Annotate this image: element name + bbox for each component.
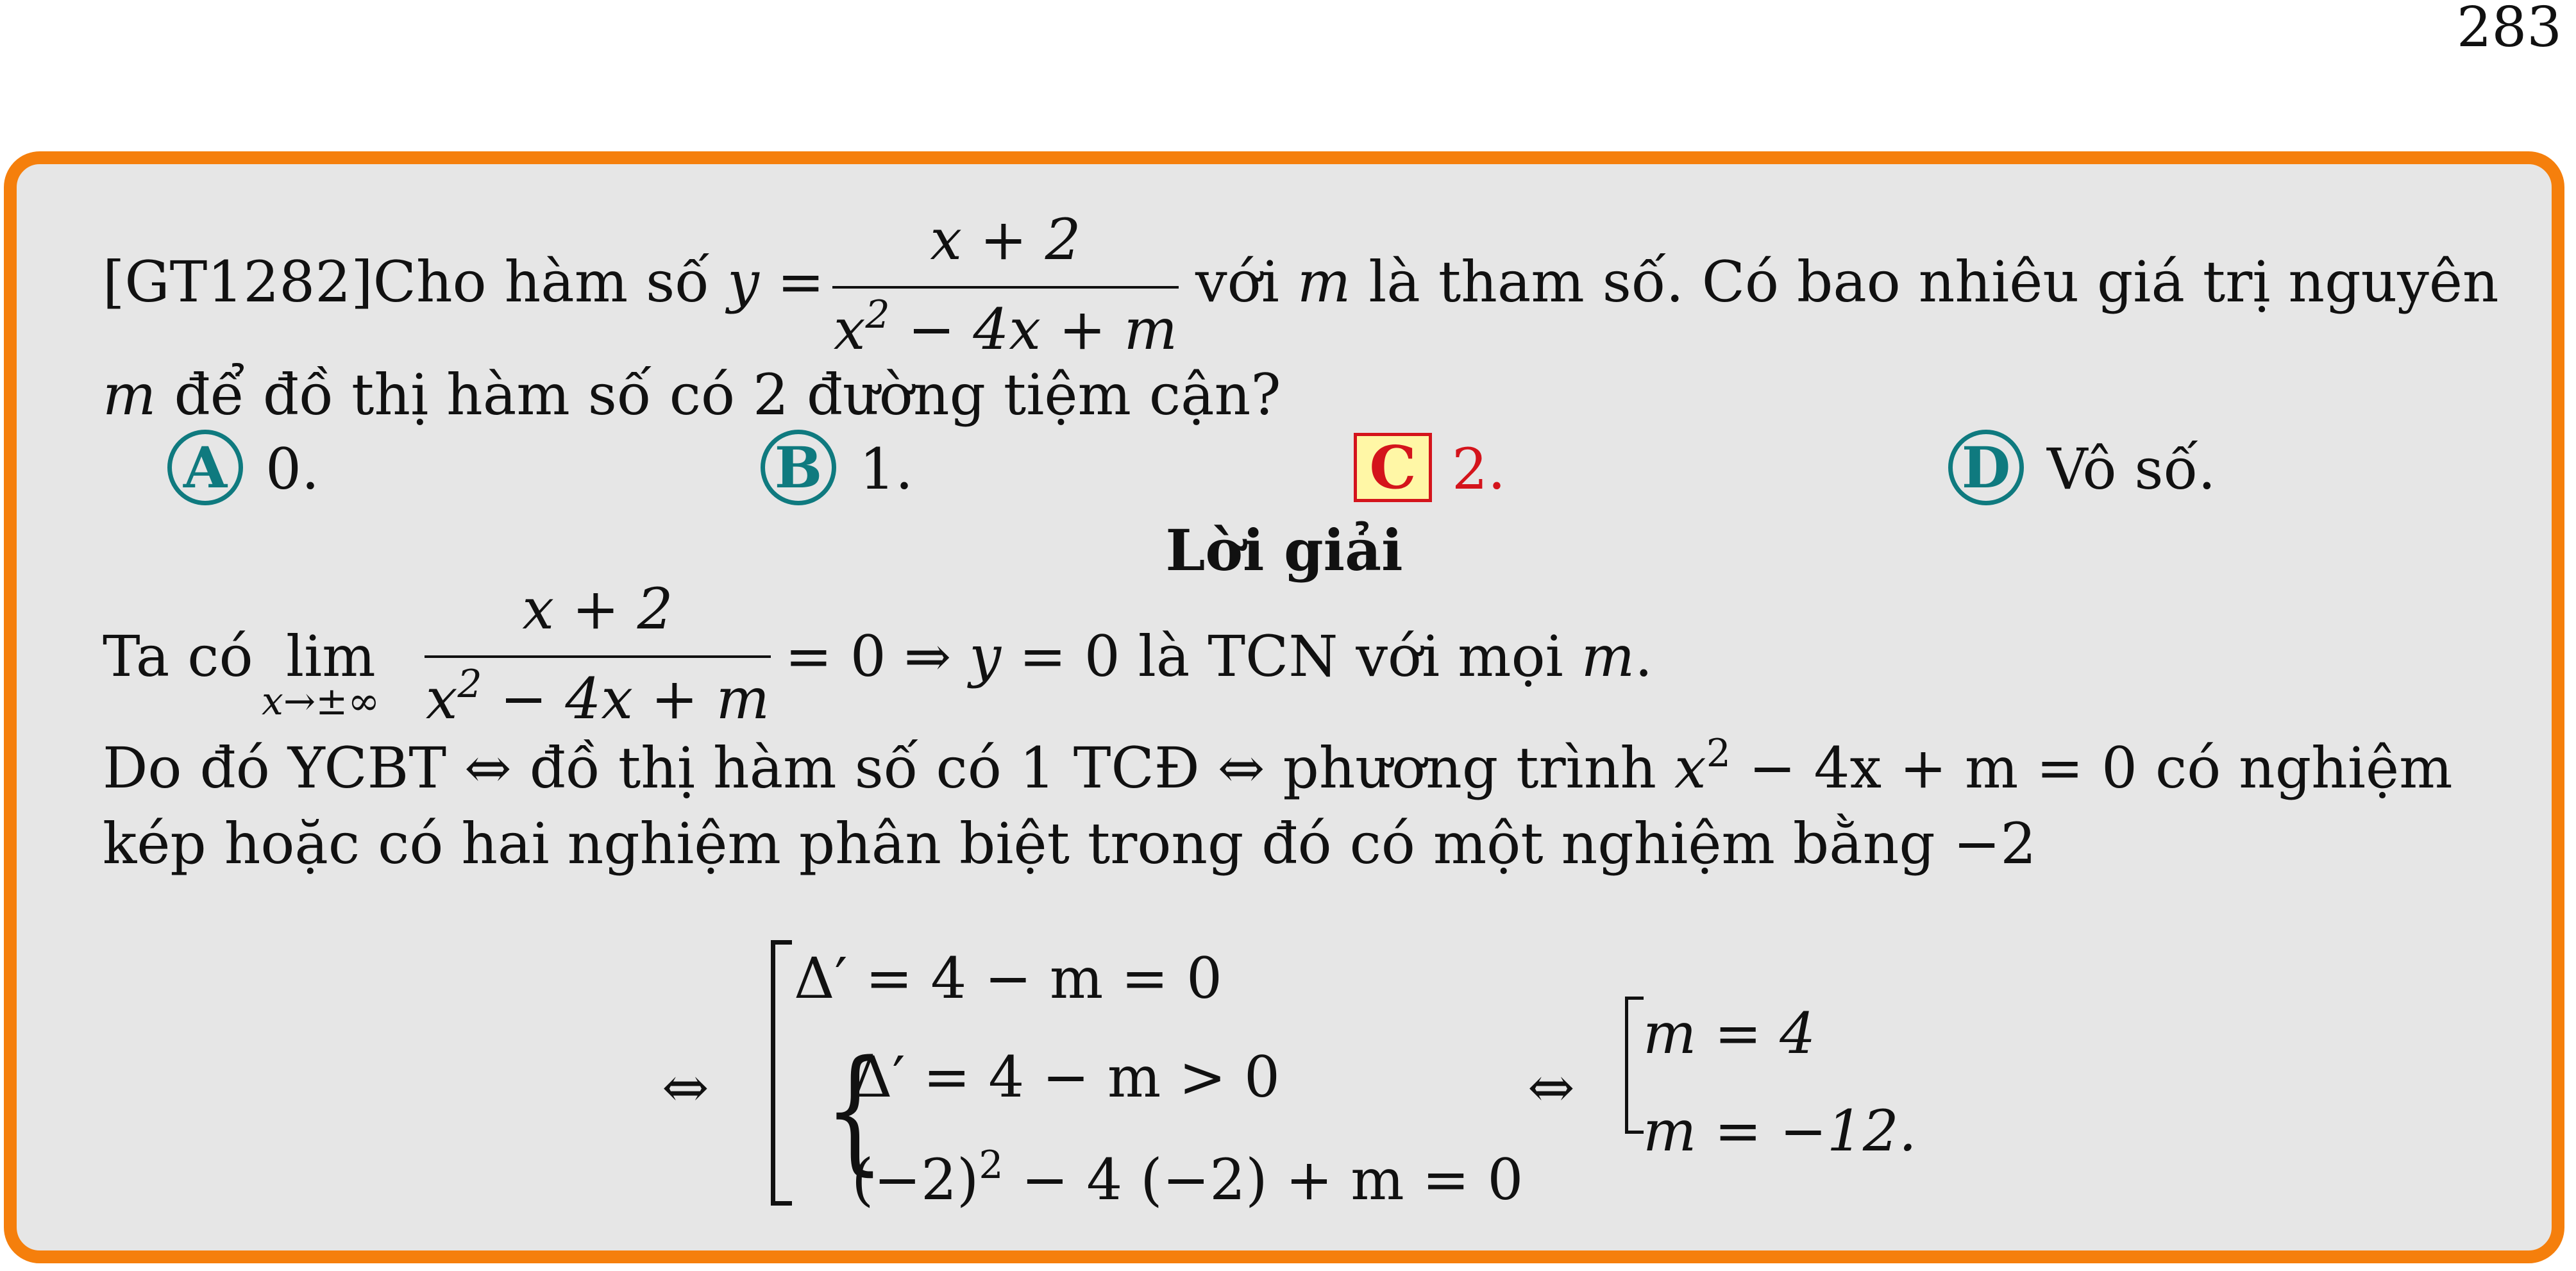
limit-fraction: x + 2 $x^2 - 4x + m$ [425, 576, 770, 732]
result-row-2: m = −12. [1643, 1098, 1917, 1164]
question-line-2: m để đồ thị hàm số có 2 đường tiệm cận? [103, 362, 1281, 428]
equation-iff-1: ⇔ [662, 1054, 709, 1120]
equation-iff-2: ⇔ [1528, 1054, 1575, 1120]
question-line-1-end: với m là tham số. Có bao nhiêu giá trị nguyên [1195, 249, 2499, 315]
equation-row-1: Δ′ = 4 − m = 0 [794, 945, 1222, 1011]
limit-subscript: x→±∞ [262, 679, 380, 724]
solution-line-1-start: Ta có [103, 623, 253, 689]
question-line-1 [103, 249, 825, 315]
function-fraction [832, 206, 1179, 362]
page-number: 283 [2456, 0, 2562, 60]
question-intro: Cho hàm số [373, 249, 710, 315]
fraction-bar [832, 286, 1179, 289]
choice-d-label[interactable]: D [1948, 430, 2024, 505]
outer-bracket [771, 940, 792, 1206]
solution-line-3: kép hoặc có hai nghiệm phân biệt trong đó có một nghiệm bằng −2 [103, 811, 2037, 877]
fraction-denominator: $x^2 - 4x + m$ [833, 292, 1178, 362]
result-bracket [1625, 997, 1644, 1134]
limit-operator: lim [286, 623, 376, 689]
system-brace: { [825, 1031, 885, 1188]
choice-c-label[interactable]: C [1354, 433, 1432, 502]
function-lhs: y = [727, 249, 825, 315]
solution-heading: Lời giải [1165, 517, 1403, 584]
equation-row-3: $(-2)^2 - 4$ (−2) + m = 0 [852, 1143, 1524, 1213]
equation-row-2: Δ′ = 4 − m > 0 [852, 1044, 1280, 1110]
choice-c-text[interactable]: 2. [1452, 436, 1506, 502]
choice-a-label[interactable]: A [167, 430, 243, 505]
solution-line-2: Do đó YCBT ⇔ đồ thị hàm số có 1 TCĐ ⇔ phương trình $x^2 - 4x + m = 0$ có nghiệm [103, 731, 2453, 801]
question-box [4, 151, 2564, 1263]
result-row-1: m = 4 [1643, 1000, 1816, 1066]
choice-a-text[interactable]: 0. [265, 436, 319, 502]
choice-d-text[interactable]: Vô số. [2047, 436, 2216, 502]
solution-line-1-end: = 0 ⇒ y = 0 là TCN với mọi m. [785, 623, 1653, 689]
choice-b-text[interactable]: 1. [859, 436, 913, 502]
fraction-numerator: x + 2 [930, 206, 1081, 273]
question-id: [GT1282] [103, 249, 373, 315]
choice-b-label[interactable]: B [761, 430, 836, 505]
